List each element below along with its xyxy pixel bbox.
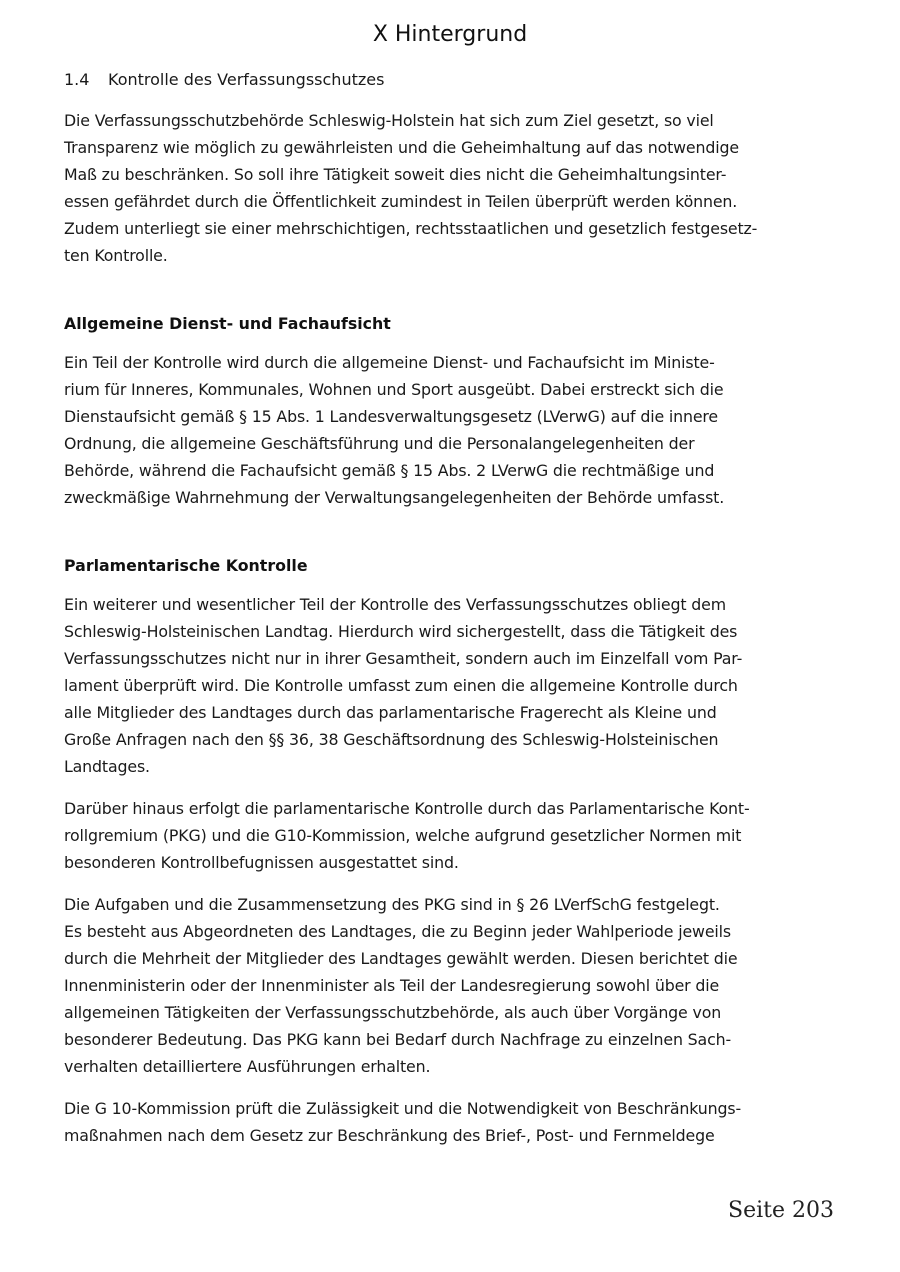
subheading-parlamentarisch: Parlamentarische Kontrolle [64, 556, 308, 575]
parlamentarisch-paragraph-2: Darüber hinaus erfolgt die parlamentarische Kontrolle durch das Parlamentarische Kont- rollgremium (PKG) und die G10-Kommission, welche aufgrund gesetzlicher Normen mit besonderen Kontrollbefugnissen ausgestattet sind. [64, 799, 750, 872]
dienstaufsicht-paragraph: Ein Teil der Kontrolle wird durch die allgemeine Dienst- und Fachaufsicht im Ministe- rium für Inneres, Kommunales, Wohnen und Sport ausgeübt. Dabei erstreckt sich die Dienstaufsicht gemäß § 15 Abs. 1 Landesverwaltungsgesetz (LVerwG) auf die innere Ordnung, die allgemeine Geschäftsführung und die Personalangelegenheiten der Behörde, während die Fachaufsicht gemäß § 15 Abs. 2 LVerwG die rechtmäßige und zweckmäßige Wahrnehmung der Verwaltungsangelegenheiten der Behörde umfasst. [64, 353, 725, 507]
section-title: Kontrolle des Verfassungsschutzes [108, 70, 385, 89]
chapter-header: X Hintergrund [372, 22, 528, 47]
section-number: 1.4 [64, 70, 90, 89]
parlamentarisch-paragraph-4: Die G 10-Kommission prüft die Zulässigkeit und die Notwendigkeit von Beschränkungs- maßnahmen nach dem Gesetz zur Beschränkung des Brief-, Post- und Fernmeldege [64, 1099, 741, 1145]
parlamentarisch-paragraph-3: Die Aufgaben und die Zusammensetzung des PKG sind in § 26 LVerfSchG festgelegt. Es besteht aus Abgeordneten des Landtages, die zu Beginn jeder Wahlperiode jeweils durch die Mehrheit der Mitglieder des Landtages gewählt werden. Diesen berichtet die Innenministerin oder der Innenminister als Teil der Landesregierung sowohl über die allgemeinen Tätigkeiten der Verfassungsschutzbehörde, als auch über Vorgänge von besonderer Bedeutung. Das PKG kann bei Bedarf durch Nachfrage zu einzelnen Sach- verhalten detailliertere Ausführungen erhalten. [64, 895, 738, 1076]
subheading-dienstaufsicht: Allgemeine Dienst- und Fachaufsicht [64, 314, 391, 333]
page-content [64, 66, 804, 1164]
page-number: Seite 203 [728, 1198, 834, 1223]
parlamentarisch-paragraph-1: Ein weiterer und wesentlicher Teil der Kontrolle des Verfassungsschutzes obliegt dem Schleswig-Holsteinischen Landtag. Hierdurch wird sichergestellt, dass die Tätigkeit des Verfassungsschutzes nicht nur in ihrer Gesamtheit, sondern auch im Einzelfall vom Par- lament überprüft wird. Die Kontrolle umfasst zum einen die allgemeine Kontrolle durch alle Mitglieder des Landtages durch das parlamentarische Fragerecht als Kleine und Große Anfragen nach den §§ 36, 38 Geschäftsordnung des Schleswig-Holsteinischen Landtages. [64, 595, 743, 776]
intro-paragraph: Die Verfassungsschutzbehörde Schleswig-Holstein hat sich zum Ziel gesetzt, so viel Transparenz wie möglich zu gewährleisten und die Geheimhaltung auf das notwendige Maß zu beschränken. So soll ihre Tätigkeit soweit dies nicht die Geheimhaltungsinter- essen gefährdet durch die Öffentlichkeit zumindest in Teilen überprüft werden können. Zudem unterliegt sie einer mehrschichtigen, rechtsstaatlichen und gesetzlich festgesetz- ten Kontrolle. [64, 111, 758, 265]
section-heading [64, 66, 804, 93]
